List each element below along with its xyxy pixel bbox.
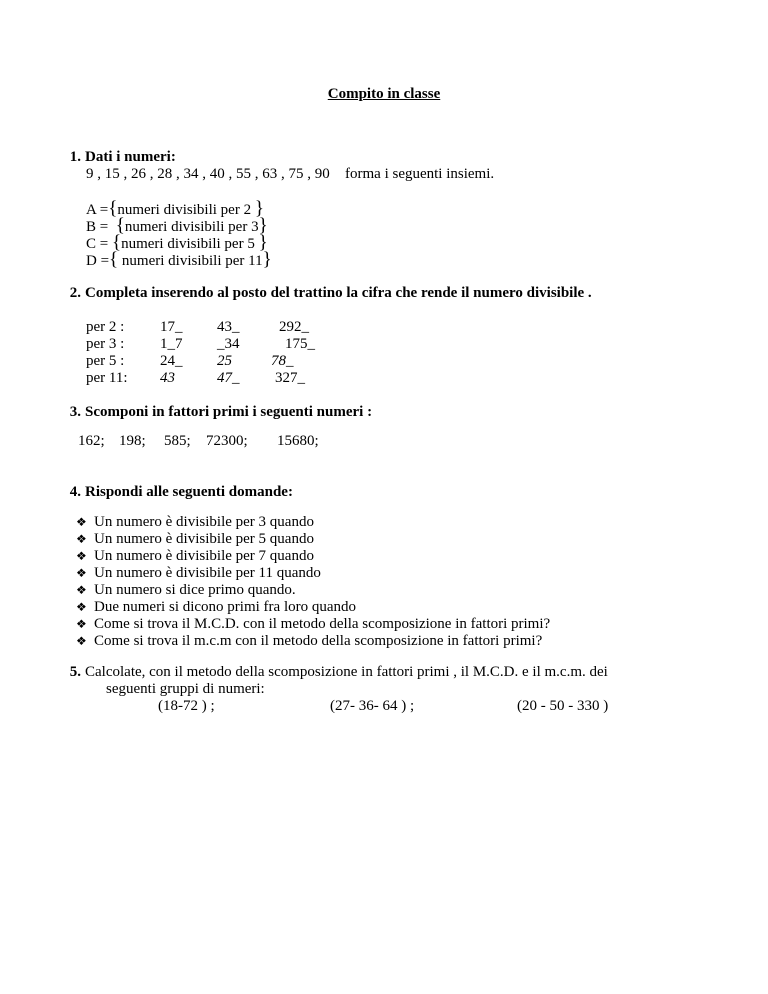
q3-value: 15680;: [277, 433, 319, 449]
set-content: numeri divisibili per 2: [117, 202, 252, 218]
q2-cell: 43_: [217, 319, 240, 335]
brace-open: {: [109, 249, 119, 270]
question-1-heading: [48, 149, 176, 166]
question-2-number: 2.: [69, 285, 81, 301]
diamond-bullet-icon: ❖: [76, 583, 87, 597]
question-4-number: 4.: [69, 484, 81, 500]
diamond-bullet-icon: ❖: [76, 532, 87, 546]
list-item: [76, 514, 550, 531]
list-item: [76, 548, 550, 565]
list-item: [76, 531, 550, 548]
brace-close: }: [262, 249, 272, 270]
question-3-heading: [48, 404, 372, 421]
q2-cell: 24_: [160, 353, 183, 369]
list-item-text: Come si trova il M.C.D. con il metodo della scomposizione in fattori primi?: [94, 616, 551, 632]
set-label: B =: [86, 219, 109, 235]
diamond-bullet-icon: ❖: [76, 566, 87, 580]
q2-cell: 175_: [285, 336, 315, 352]
list-item-text: Due numeri si dicono primi fra loro quando: [94, 599, 357, 615]
q5-group: (27- 36- 64 ) ;: [330, 698, 415, 714]
page-title: Compito in classe: [327, 86, 441, 102]
list-item-text: Un numero è divisibile per 5 quando: [94, 531, 314, 547]
question-4-text: Rispondi alle seguenti domande:: [85, 484, 293, 500]
q3-value: 162;: [78, 433, 105, 449]
list-item: [76, 582, 550, 599]
q5-group: (18-72 ) ;: [158, 698, 215, 714]
diamond-bullet-icon: ❖: [76, 634, 87, 648]
q2-cell: 43: [160, 370, 175, 386]
q2-cell: 25: [217, 353, 232, 369]
question-1-text: Dati i numeri:: [85, 149, 176, 165]
question-2-text: Completa inserendo al posto del trattino la cifra che rende il numero divisibile .: [85, 285, 592, 301]
question-1-instruction: forma i seguenti insiemi.: [345, 166, 495, 182]
diamond-bullet-icon: ❖: [76, 549, 87, 563]
question-2-heading: [48, 285, 592, 302]
list-item-text: Un numero è divisibile per 11 quando: [94, 565, 321, 581]
question-1-numbers: 9 , 15 , 26 , 28 , 34 , 40 , 55 , 63 , 75 , 90: [86, 166, 330, 182]
brace-close: }: [258, 232, 268, 253]
q3-value: 198;: [119, 433, 146, 449]
q2-cell: 47_: [217, 370, 240, 386]
question-3-number: 3.: [69, 404, 81, 420]
brace-close: }: [258, 215, 268, 236]
set-d: [86, 251, 272, 270]
question-4-heading: [48, 484, 293, 501]
question-5-number: 5.: [69, 664, 81, 680]
set-content: numeri divisibili per 11: [121, 253, 263, 269]
q2-label: per 11:: [86, 370, 128, 386]
q2-label: per 3 :: [86, 336, 125, 352]
q3-value: 72300;: [206, 433, 248, 449]
brace-open: {: [108, 198, 118, 219]
list-item: [76, 633, 550, 650]
q2-cell: 1_7: [160, 336, 183, 352]
q4-list: [76, 514, 550, 650]
q2-cell: _34: [217, 336, 240, 352]
brace-close: }: [254, 198, 264, 219]
q2-cell: 78_: [271, 353, 294, 369]
list-item: [76, 599, 550, 616]
list-item: [76, 616, 550, 633]
list-item: [76, 565, 550, 582]
question-1-number: 1.: [69, 149, 81, 165]
brace-open: {: [111, 232, 122, 253]
list-item-text: Un numero è divisibile per 3 quando: [94, 514, 314, 530]
list-item-text: Un numero si dice primo quando.: [94, 582, 296, 598]
q5-group: (20 - 50 - 330 ): [517, 698, 609, 714]
q2-cell: 17_: [160, 319, 183, 335]
q2-cell: 292_: [279, 319, 309, 335]
question-5-text-line2: seguenti gruppi di numeri:: [106, 681, 265, 697]
diamond-bullet-icon: ❖: [76, 515, 87, 529]
question-5-text: Calcolate, con il metodo della scomposizione in fattori primi , il M.C.D. e il m.c.m. dei: [85, 664, 608, 680]
q2-label: per 5 :: [86, 353, 125, 369]
list-item-text: Come si trova il m.c.m con il metodo della scomposizione in fattori primi?: [94, 633, 543, 649]
q2-label: per 2 :: [86, 319, 125, 335]
set-label: C =: [86, 236, 109, 252]
diamond-bullet-icon: ❖: [76, 617, 87, 631]
brace-open: {: [115, 215, 125, 236]
q3-value: 585;: [164, 433, 191, 449]
set-content: numeri divisibili per 5: [121, 236, 255, 252]
question-3-text: Scomponi in fattori primi i seguenti numeri :: [85, 404, 373, 420]
set-content: numeri divisibili per 3: [124, 219, 259, 235]
set-label: D =: [86, 253, 110, 269]
question-5-heading: [48, 664, 608, 681]
set-label: A =: [86, 202, 109, 218]
q2-cell: 327_: [275, 370, 305, 386]
diamond-bullet-icon: ❖: [76, 600, 87, 614]
list-item-text: Un numero è divisibile per 7 quando: [94, 548, 314, 564]
